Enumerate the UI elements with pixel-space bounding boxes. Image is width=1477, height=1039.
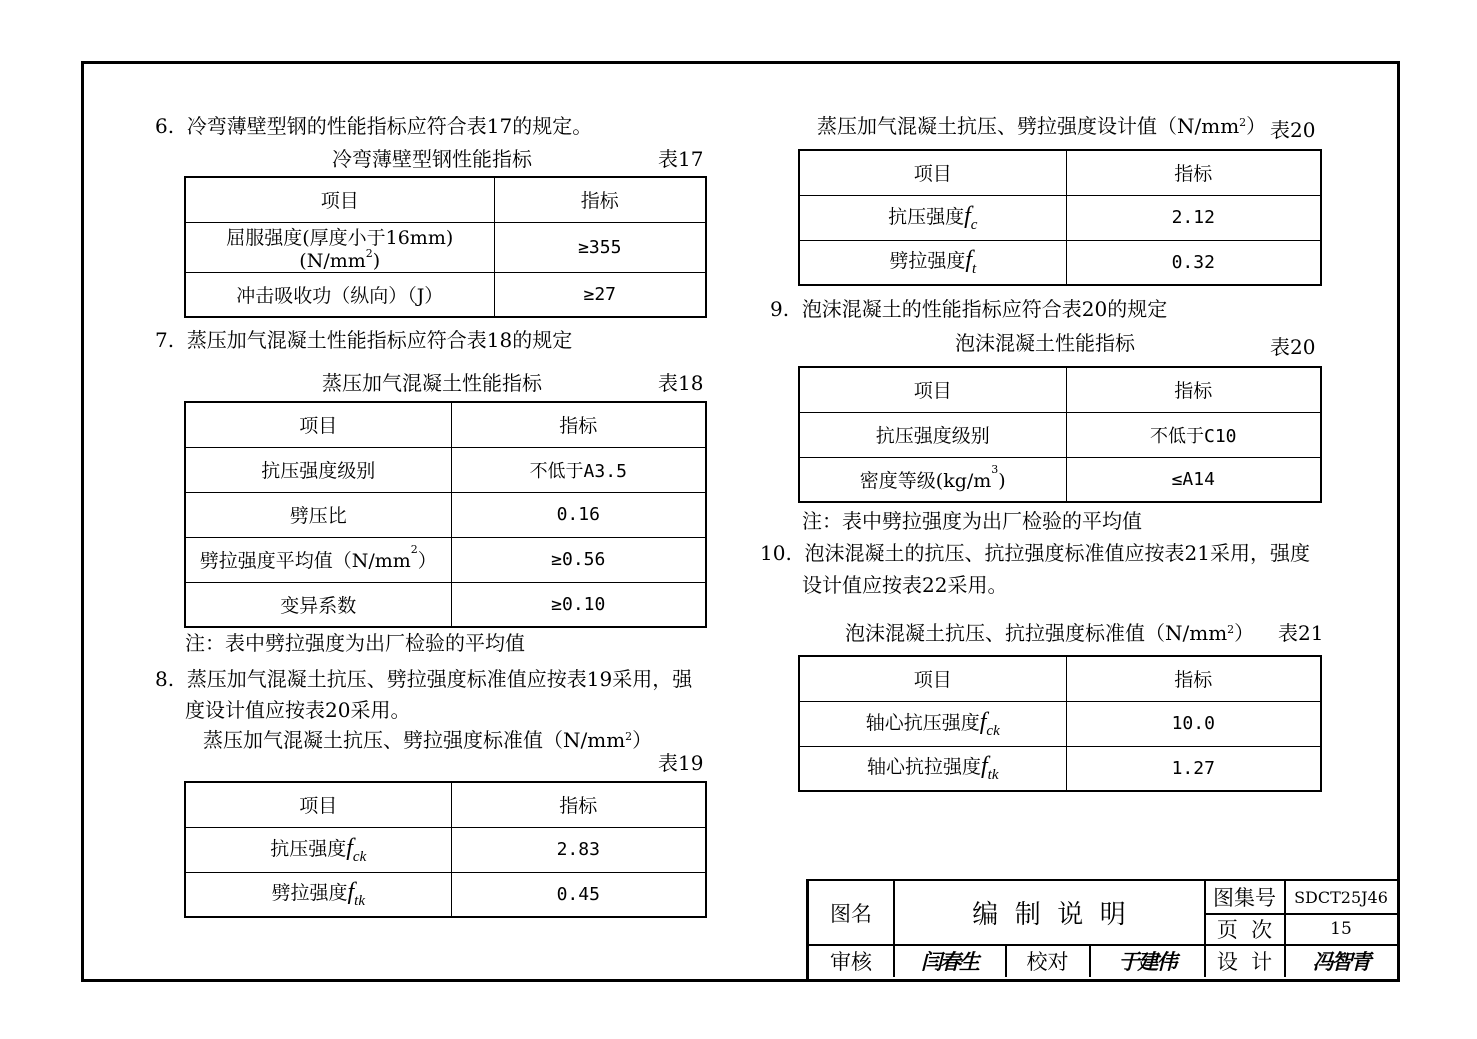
row-item: 抗压强度$f_c$ [799, 195, 1066, 240]
table-row [185, 872, 706, 917]
item-8-line2: 度设计值应按表20采用。 [185, 698, 411, 722]
table18-title: 蒸压加气混凝土性能指标 [322, 371, 542, 395]
page-number: 15 [1330, 919, 1352, 939]
table-20-design [798, 149, 1322, 286]
atlas-label: 图集号 [1213, 886, 1276, 910]
table-row [185, 272, 706, 317]
row-value: 10.0 [1066, 701, 1321, 746]
table-row [799, 240, 1321, 285]
row-value: 0.16 [451, 492, 706, 537]
item-9 [770, 297, 1167, 321]
header-value: 指标 [494, 177, 706, 222]
table17-title: 冷弯薄壁型钢性能指标 [332, 147, 532, 171]
row-item: 抗压强度级别 [799, 412, 1066, 457]
header-item: 项目 [799, 367, 1066, 412]
row-item: 屈服强度(厚度小于$16mm)(N/mm^2)$ [185, 222, 494, 272]
header-item: 项目 [799, 150, 1066, 195]
drawing-title: 编 制 说 明 [972, 900, 1126, 930]
header-value: 指标 [1066, 367, 1321, 412]
table19-label: 表19 [658, 751, 704, 775]
row-value: ≥0.10 [451, 582, 706, 627]
row-value: 0.45 [451, 872, 706, 917]
table-header-row [799, 656, 1321, 701]
table-17 [184, 176, 707, 318]
table-header-row [185, 402, 706, 447]
row-value: ≥27 [494, 272, 706, 317]
note-table18: 注：表中劈拉强度为出厂检验的平均值 [185, 631, 525, 655]
row-value: 2.12 [1066, 195, 1321, 240]
row-value: 1.27 [1066, 746, 1321, 791]
table21-title: 泡沫混凝土抗压、抗拉强度标准值$(N/mm^2)$ [845, 621, 1255, 645]
table-row [185, 492, 706, 537]
row-value: 0.32 [1066, 240, 1321, 285]
table21-label: 表21 [1278, 621, 1324, 645]
table-row [799, 701, 1321, 746]
table19-title: 蒸压加气混凝土抗压、劈拉强度标准值$(N/mm^2)$ [203, 728, 653, 752]
row-item: 劈压比 [185, 492, 451, 537]
row-item: 冲击吸收功（纵向）（J） [185, 272, 494, 317]
design-label: 设 计 [1216, 950, 1273, 974]
row-item: 轴心抗压强度$f_{ck}$ [799, 701, 1066, 746]
table-21 [798, 655, 1322, 792]
note-table20: 注：表中劈拉强度为出厂检验的平均值 [802, 509, 1142, 533]
review-signature: 闫春生 [921, 949, 978, 974]
table-19 [184, 781, 707, 918]
table-row [799, 457, 1321, 502]
header-item: 项目 [799, 656, 1066, 701]
header-item: 项目 [185, 402, 451, 447]
title-block [806, 879, 1400, 981]
check-label: 校对 [1026, 950, 1069, 974]
table-row [799, 412, 1321, 457]
table20a-title: 蒸压加气混凝土抗压、劈拉强度设计值$(N/mm^2)$ [817, 114, 1267, 138]
row-value: 不低于A3.5 [451, 447, 706, 492]
header-value: 指标 [451, 402, 706, 447]
table-row [799, 195, 1321, 240]
design-signature: 冯智青 [1312, 949, 1370, 974]
table-header-row [185, 177, 706, 222]
header-item: 项目 [185, 177, 494, 222]
row-value: ≥0.56 [451, 537, 706, 582]
row-item: 劈拉强度$f_{tk}$ [185, 872, 451, 917]
item-10-line2: 设计值应按表22采用。 [802, 573, 1008, 597]
table20a-label: 表20 [1270, 118, 1316, 142]
row-item: 抗压强度级别 [185, 447, 451, 492]
item-text: 冷弯薄壁型钢的性能指标应符合表17的规定。 [186, 114, 593, 138]
item-8 [155, 667, 692, 691]
review-label: 审核 [830, 950, 872, 974]
row-value: 不低于C10 [1066, 412, 1321, 457]
row-item: 密度等级$(kg/m^3)$ [799, 457, 1066, 502]
item-text: 泡沫混凝土的抗压、抗拉强度标准值应按表21采用，强度 [804, 541, 1310, 565]
title-name-label: 图名 [830, 901, 872, 926]
row-item: 劈拉强度平均值$(N/mm^2)$ [185, 537, 451, 582]
table-row [185, 447, 706, 492]
item-number: 10. [760, 541, 792, 565]
item-7 [155, 328, 572, 352]
table20b-label: 表20 [1270, 335, 1316, 359]
header-item: 项目 [185, 782, 451, 827]
row-value: ≥355 [494, 222, 706, 272]
row-item: 抗压强度$f_{ck}$ [185, 827, 451, 872]
item-6 [155, 114, 592, 138]
table18-label: 表18 [658, 371, 704, 395]
table-row [185, 827, 706, 872]
table-header-row [799, 150, 1321, 195]
row-value: ≤A14 [1066, 457, 1321, 502]
item-text: 蒸压加气混凝土性能指标应符合表18的规定 [186, 328, 573, 352]
header-value: 指标 [1066, 656, 1321, 701]
table-row [185, 537, 706, 582]
item-number: 7. [155, 328, 175, 352]
item-10 [760, 541, 1310, 565]
table-20-foam [798, 366, 1322, 503]
table17-label: 表17 [658, 147, 704, 171]
atlas-number: SDCT25J46 [1294, 887, 1388, 907]
header-value: 指标 [1066, 150, 1321, 195]
header-value: 指标 [451, 782, 706, 827]
page-label: 页 次 [1216, 918, 1273, 942]
table20b-title: 泡沫混凝土性能指标 [955, 331, 1135, 355]
row-value: 2.83 [451, 827, 706, 872]
row-item: 变异系数 [185, 582, 451, 627]
table-18 [184, 401, 707, 628]
table-row [799, 746, 1321, 791]
table-row [185, 222, 706, 272]
table-header-row [185, 782, 706, 827]
item-text: 泡沫混凝土的性能指标应符合表20的规定 [801, 297, 1168, 321]
check-signature: 于建伟 [1118, 949, 1176, 974]
table-header-row [799, 367, 1321, 412]
row-item: 劈拉强度$f_t$ [799, 240, 1066, 285]
item-text: 蒸压加气混凝土抗压、劈拉强度标准值应按表19采用，强 [186, 667, 693, 691]
table-row [185, 582, 706, 627]
item-number: 6. [155, 114, 175, 138]
row-item: 轴心抗拉强度$f_{tk}$ [799, 746, 1066, 791]
item-number: 8. [155, 667, 175, 691]
item-number: 9. [770, 297, 790, 321]
